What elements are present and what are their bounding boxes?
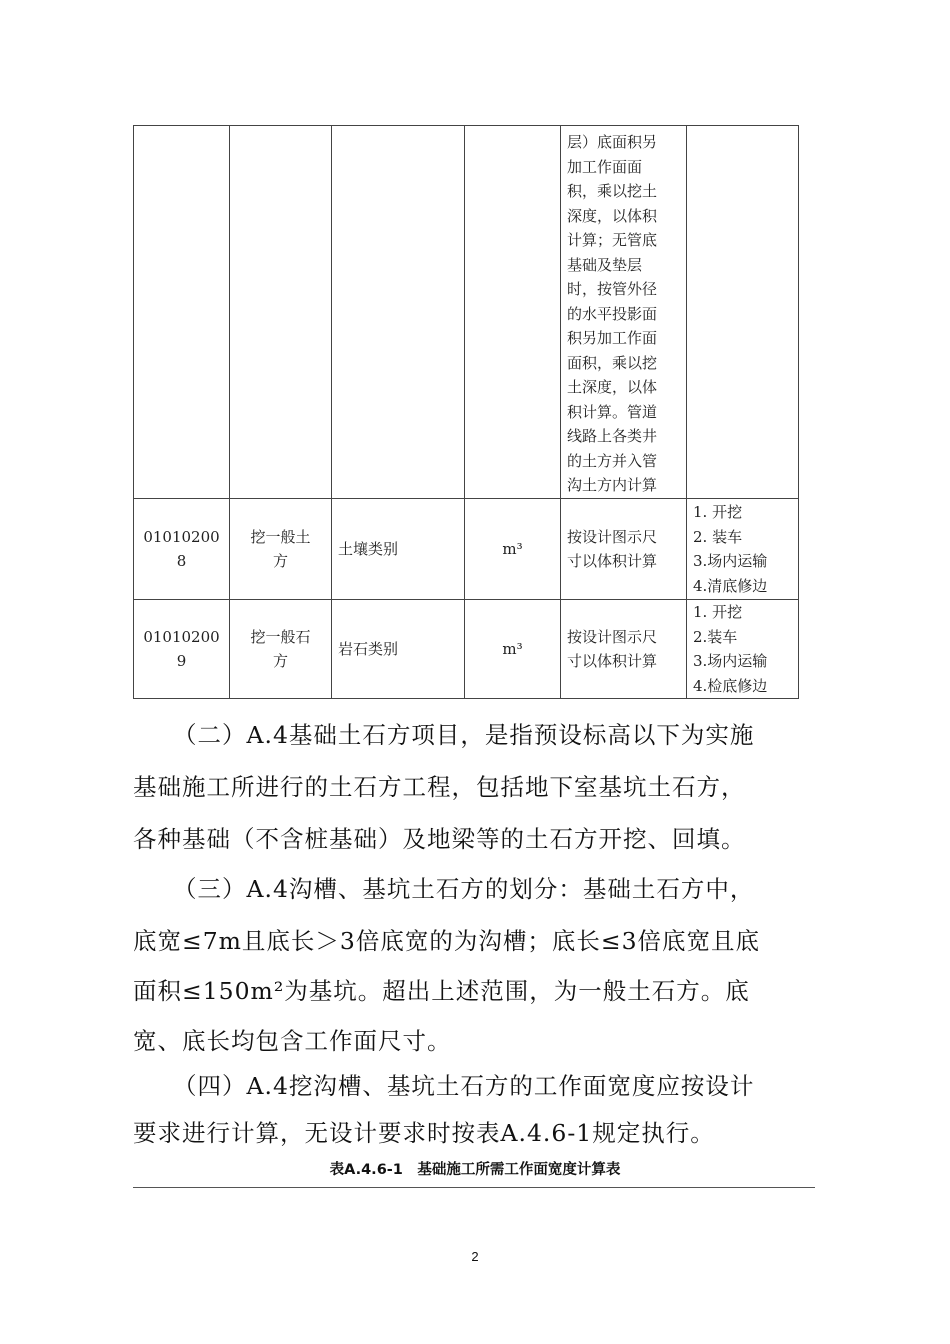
rule-line: 层）底面积另	[567, 133, 658, 151]
rule-line: 积计算。管道	[567, 402, 658, 421]
rule-line: 加工作面面	[567, 157, 643, 176]
paragraph-line: 底宽≤7m且底长＞3倍底宽的为沟槽；底长≤3倍底宽且底	[133, 927, 761, 955]
table-row-continued	[134, 126, 799, 499]
paragraph-line: 要求进行计算，无设计要求时按表A.4.6-1规定执行。	[133, 1119, 715, 1147]
rule-line: 土深度，以体	[567, 378, 658, 396]
paragraph-line: （四）A.4挖沟槽、基坑土石方的工作面宽度应按设计	[173, 1072, 755, 1100]
name-line: 方	[272, 652, 288, 670]
rule-cell	[561, 600, 687, 699]
unit-cell	[465, 126, 561, 499]
work-line: 1. 开挖	[693, 503, 743, 521]
rule-line: 寸以体积计算	[567, 552, 658, 570]
feature-cell	[332, 126, 465, 499]
work-line: 4.清底修边	[693, 576, 768, 595]
rule-line: 按设计图示尺	[567, 527, 658, 546]
code-cell	[134, 499, 230, 600]
page-number: 2	[471, 1249, 479, 1264]
rule-line: 时，按管外径	[567, 280, 658, 298]
table-top-rule	[133, 1187, 815, 1188]
rule-line: 线路上各类井	[567, 427, 658, 445]
rule-line: 面积，乘以挖	[567, 353, 658, 372]
name-cell	[230, 600, 332, 699]
feature-cell: 土壤类别	[332, 499, 465, 600]
unit-cell: m³	[465, 499, 561, 600]
table-row	[134, 499, 799, 600]
code-line: 01010200	[143, 527, 220, 546]
code-line: 9	[176, 652, 187, 670]
work-line: 3.场内运输	[693, 652, 768, 670]
work-line: 3.场内运输	[693, 552, 768, 570]
rule-line: 的水平投影面	[567, 304, 658, 323]
name-line: 挖一般石	[250, 627, 311, 646]
rule-line: 寸以体积计算	[567, 652, 658, 670]
name-cell	[230, 499, 332, 600]
code-cell	[134, 126, 230, 499]
rule-line: 积另加工作面	[567, 329, 658, 347]
work-line: 1. 开挖	[693, 603, 743, 621]
rule-line: 的土方并入管	[567, 451, 658, 470]
earthwork-table	[133, 125, 799, 699]
rule-cell	[561, 126, 687, 499]
work-line: 4.检底修边	[693, 676, 768, 695]
paragraph-line: （二）A.4基础土石方项目，是指预设标高以下为实施	[173, 721, 755, 749]
work-cell	[687, 499, 799, 600]
name-line: 方	[272, 552, 288, 570]
table-row	[134, 600, 799, 699]
paragraph-line: 宽、底长均包含工作面尺寸。	[133, 1027, 452, 1055]
paragraph-line: 面积≤150m²为基坑。超出上述范围，为一般土石方。底	[133, 977, 750, 1005]
table-caption: 表A.4.6-1 基础施工所需工作面宽度计算表	[329, 1162, 621, 1178]
rule-line: 沟土方内计算	[567, 476, 658, 494]
code-line: 8	[176, 552, 187, 570]
work-line: 2. 装车	[693, 527, 743, 546]
name-line: 挖一般土	[250, 527, 311, 546]
rule-line: 计算；无管底	[567, 231, 658, 249]
rule-line: 积，乘以挖土	[567, 182, 658, 200]
rule-line: 基础及垫层	[567, 255, 643, 274]
work-line: 2.装车	[693, 627, 738, 646]
rule-line: 按设计图示尺	[567, 627, 658, 646]
name-cell	[230, 126, 332, 499]
unit-cell: m³	[465, 600, 561, 699]
paragraph-line: 基础施工所进行的土石方工程，包括地下室基坑土石方，	[133, 773, 746, 801]
code-cell	[134, 600, 230, 699]
work-cell	[687, 126, 799, 499]
code-line: 01010200	[143, 627, 220, 646]
rule-cell	[561, 499, 687, 600]
feature-cell: 岩石类别	[332, 600, 465, 699]
work-cell	[687, 600, 799, 699]
paragraph-line: （三）A.4沟槽、基坑土石方的划分：基础土石方中，	[173, 875, 755, 903]
rule-line: 深度，以体积	[567, 206, 658, 225]
paragraph-line: 各种基础（不含桩基础）及地梁等的土石方开挖、回填。	[133, 825, 746, 853]
